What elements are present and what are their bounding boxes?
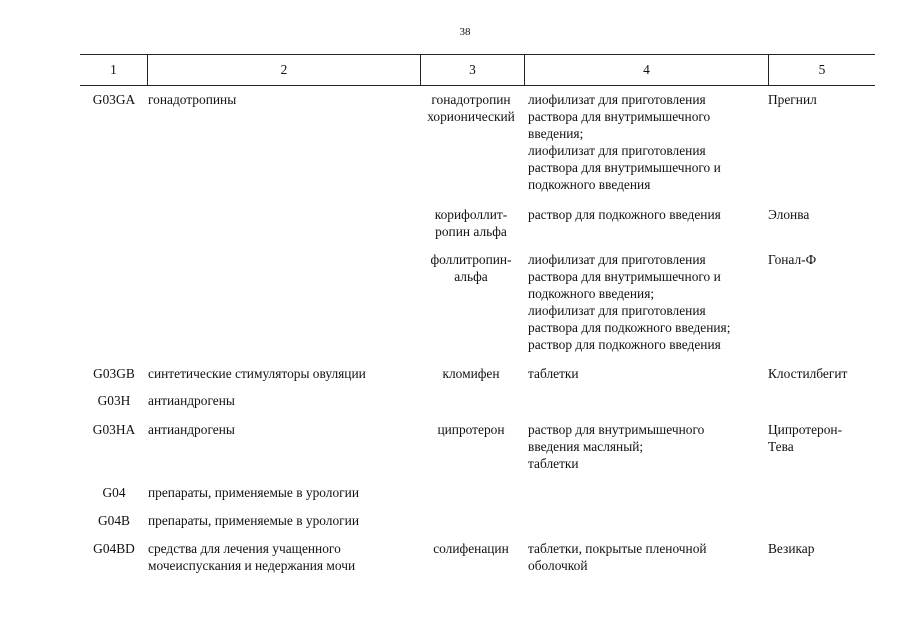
cell-inn	[418, 206, 524, 240]
header-col-2: 2	[280, 62, 288, 77]
cell-form	[528, 421, 768, 472]
cell-name-line: препараты, применяемые в урологии	[148, 485, 360, 500]
cell-form-line: введения масляный;	[528, 439, 644, 454]
cell-inn-line: ропин альфа	[435, 224, 507, 239]
cell-inn	[418, 365, 524, 382]
cell-form-line: лиофилизат для приготовления	[528, 303, 706, 318]
cell-name	[148, 392, 418, 409]
cell-name-line: препараты, применяемые в урологии	[148, 513, 360, 528]
cell-inn-line: альфа	[454, 269, 488, 284]
cell-name-line: мочеиспускания и недержания мочи	[148, 558, 356, 573]
cell-form-line: раствора для внутримышечного и	[528, 160, 721, 175]
cell-form-line: раствор для подкожного введения	[528, 207, 721, 222]
cell-inn	[418, 540, 524, 557]
cell-form	[528, 365, 768, 382]
cell-name	[148, 540, 418, 574]
cell-code: G04BD	[93, 541, 135, 556]
cell-trade	[768, 206, 868, 223]
cell-form-line: раствор для внутримышечного	[528, 422, 705, 437]
cell-trade-line: Клостилбегит	[768, 366, 848, 381]
cell-form-line: подкожного введения	[528, 177, 651, 192]
cell-form-line: раствор для подкожного введения	[528, 337, 721, 352]
cell-trade	[768, 365, 868, 382]
cell-trade-line: Гонал-Ф	[768, 252, 817, 267]
cell-name	[148, 421, 418, 438]
cell-name	[148, 91, 418, 108]
cell-code: G03GB	[93, 366, 135, 381]
cell-inn-line: солифенацин	[433, 541, 509, 556]
cell-trade	[768, 251, 868, 268]
cell-form	[528, 91, 768, 193]
cell-name-line: синтетические стимуляторы овуляции	[148, 366, 366, 381]
cell-inn-line: ципротерон	[437, 422, 505, 437]
header-col-4: 4	[643, 62, 650, 77]
cell-form-line: таблетки	[528, 456, 579, 471]
cell-name-line: средства для лечения учащенного	[148, 541, 341, 556]
cell-trade-line: Тева	[768, 439, 794, 454]
cell-inn-line: фоллитропин-	[430, 252, 512, 267]
header-col-3: 3	[469, 62, 476, 77]
cell-code: G04B	[98, 513, 130, 528]
cell-inn-line: кломифен	[442, 366, 500, 381]
header-col-1: 1	[110, 62, 117, 77]
cell-name-line: антиандрогены	[148, 422, 235, 437]
cell-inn	[418, 91, 524, 125]
page-number: 38	[459, 26, 471, 38]
cell-code: G03GA	[92, 92, 136, 107]
cell-name-line: антиандрогены	[148, 393, 235, 408]
cell-trade-line: Элонва	[768, 207, 810, 222]
header-col-5: 5	[818, 62, 826, 77]
cell-trade	[768, 540, 868, 557]
cell-name	[148, 484, 418, 501]
cell-form	[528, 206, 768, 223]
cell-inn-line: хорионический	[427, 109, 515, 124]
cell-form-line: таблетки, покрытые пленочной	[528, 541, 707, 556]
cell-code: G03H	[97, 393, 131, 408]
cell-form-line: таблетки	[528, 366, 579, 381]
cell-code: G03HA	[92, 422, 136, 437]
cell-trade-line: Везикар	[768, 541, 815, 556]
cell-trade-line: Прегнил	[768, 92, 817, 107]
cell-form	[528, 251, 768, 353]
cell-trade	[768, 91, 868, 108]
cell-inn-line: корифоллит-	[434, 207, 508, 222]
table-header	[80, 54, 875, 86]
cell-form-line: раствора для подкожного введения;	[528, 320, 731, 335]
cell-trade-line: Ципротерон-	[768, 422, 843, 437]
cell-name-line: гонадотропины	[148, 92, 237, 107]
cell-form-line: раствора для внутримышечного и	[528, 269, 721, 284]
cell-form-line: раствора для внутримышечного	[528, 109, 711, 124]
cell-form-line: подкожного введения;	[528, 286, 655, 301]
cell-trade	[768, 421, 868, 455]
cell-inn-line: гонадотропин	[431, 92, 511, 107]
cell-form-line: лиофилизат для приготовления	[528, 252, 706, 267]
cell-form-line: лиофилизат для приготовления	[528, 143, 706, 158]
cell-name	[148, 512, 418, 529]
cell-form-line: введения;	[528, 126, 584, 141]
cell-code: G04	[102, 485, 126, 500]
cell-inn	[418, 421, 524, 438]
cell-name	[148, 365, 418, 382]
cell-inn	[418, 251, 524, 285]
cell-form-line: лиофилизат для приготовления	[528, 92, 706, 107]
cell-form-line: оболочкой	[528, 558, 588, 573]
cell-form	[528, 540, 768, 574]
